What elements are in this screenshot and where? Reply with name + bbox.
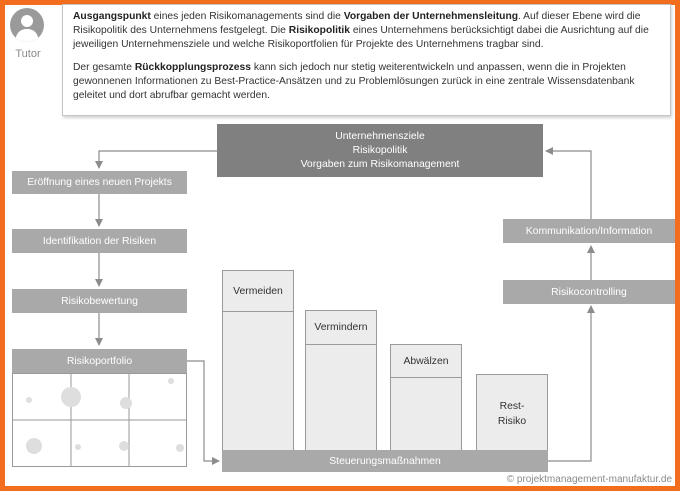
step-risikobewertung: Risikobewertung bbox=[12, 289, 187, 313]
step-risikocontrolling: Risikocontrolling bbox=[503, 280, 675, 304]
arrow-top-to-eroeffnung bbox=[99, 151, 217, 168]
copyright-text: © projektmanagement-manufaktur.de bbox=[506, 474, 672, 485]
bar-label-vermeiden: Vermeiden bbox=[223, 271, 293, 312]
risk-dot bbox=[168, 378, 174, 384]
risk-dot bbox=[120, 397, 132, 409]
step-eroeffnung: Eröffnung eines neuen Projekts bbox=[12, 171, 187, 194]
risk-portfolio-matrix bbox=[12, 373, 187, 467]
risk-dot bbox=[26, 397, 32, 403]
risk-dot bbox=[61, 387, 81, 407]
bar-vermeiden bbox=[222, 270, 294, 454]
arrow-kommunikation-to-top bbox=[546, 151, 591, 219]
risk-dot bbox=[176, 444, 184, 452]
bar-vermindern bbox=[305, 310, 377, 454]
bar-abwaelzen bbox=[390, 344, 462, 454]
risk-dot bbox=[119, 441, 129, 451]
step-identifikation: Identifikation der Risiken bbox=[12, 229, 187, 253]
bar-label-abwaelzen: Abwälzen bbox=[391, 345, 461, 378]
note-paragraph-1: Ausgangspunkt eines jeden Risikomanagements sind die Vorgaben der Unternehmensleitung. Auf dieser Ebene wird die Risikopolitik des Unternehmens festgelegt. Die Risikopolitik eines Unternehmens berücksichtigt dabei die Ausrichtung auf die jeweiligen Unternehmensziele und welche Risikoportfolien für Projekte des Unternehmens tragbar sind. bbox=[73, 11, 649, 50]
note-paragraph-2: Der gesamte Rückkopplungsprozess kann sich jedoch nur stetig weiterentwickeln und anpassen, wenn die in Projekten gewonnenen Informationen zu Best-Practice-Ansätzen und zu Problemlösungen zurück in eine zentrale Wissensdatenbank geleitet und dort abrufbar gemacht werden. bbox=[73, 62, 635, 101]
risk-dot bbox=[26, 438, 42, 454]
step-risikoportfolio: Risikoportfolio bbox=[12, 349, 187, 373]
tutor-label: Tutor bbox=[15, 48, 41, 60]
bar-label-vermindern: Vermindern bbox=[306, 311, 376, 345]
risk-dot bbox=[75, 444, 81, 450]
step-kommunikation: Kommunikation/Information bbox=[503, 219, 675, 243]
steuerungsmassnahmen-bar: Steuerungsmaßnahmen bbox=[222, 450, 548, 472]
arrow-portfolio-to-steuerung bbox=[187, 361, 219, 461]
arrow-steuerung-to-controlling bbox=[548, 306, 591, 461]
top-box-unternehmensziele: Unternehmensziele Risikopolitik Vorgaben zum Risikomanagement bbox=[217, 124, 543, 177]
bar-rest-risiko: Rest- Risiko bbox=[476, 374, 548, 454]
